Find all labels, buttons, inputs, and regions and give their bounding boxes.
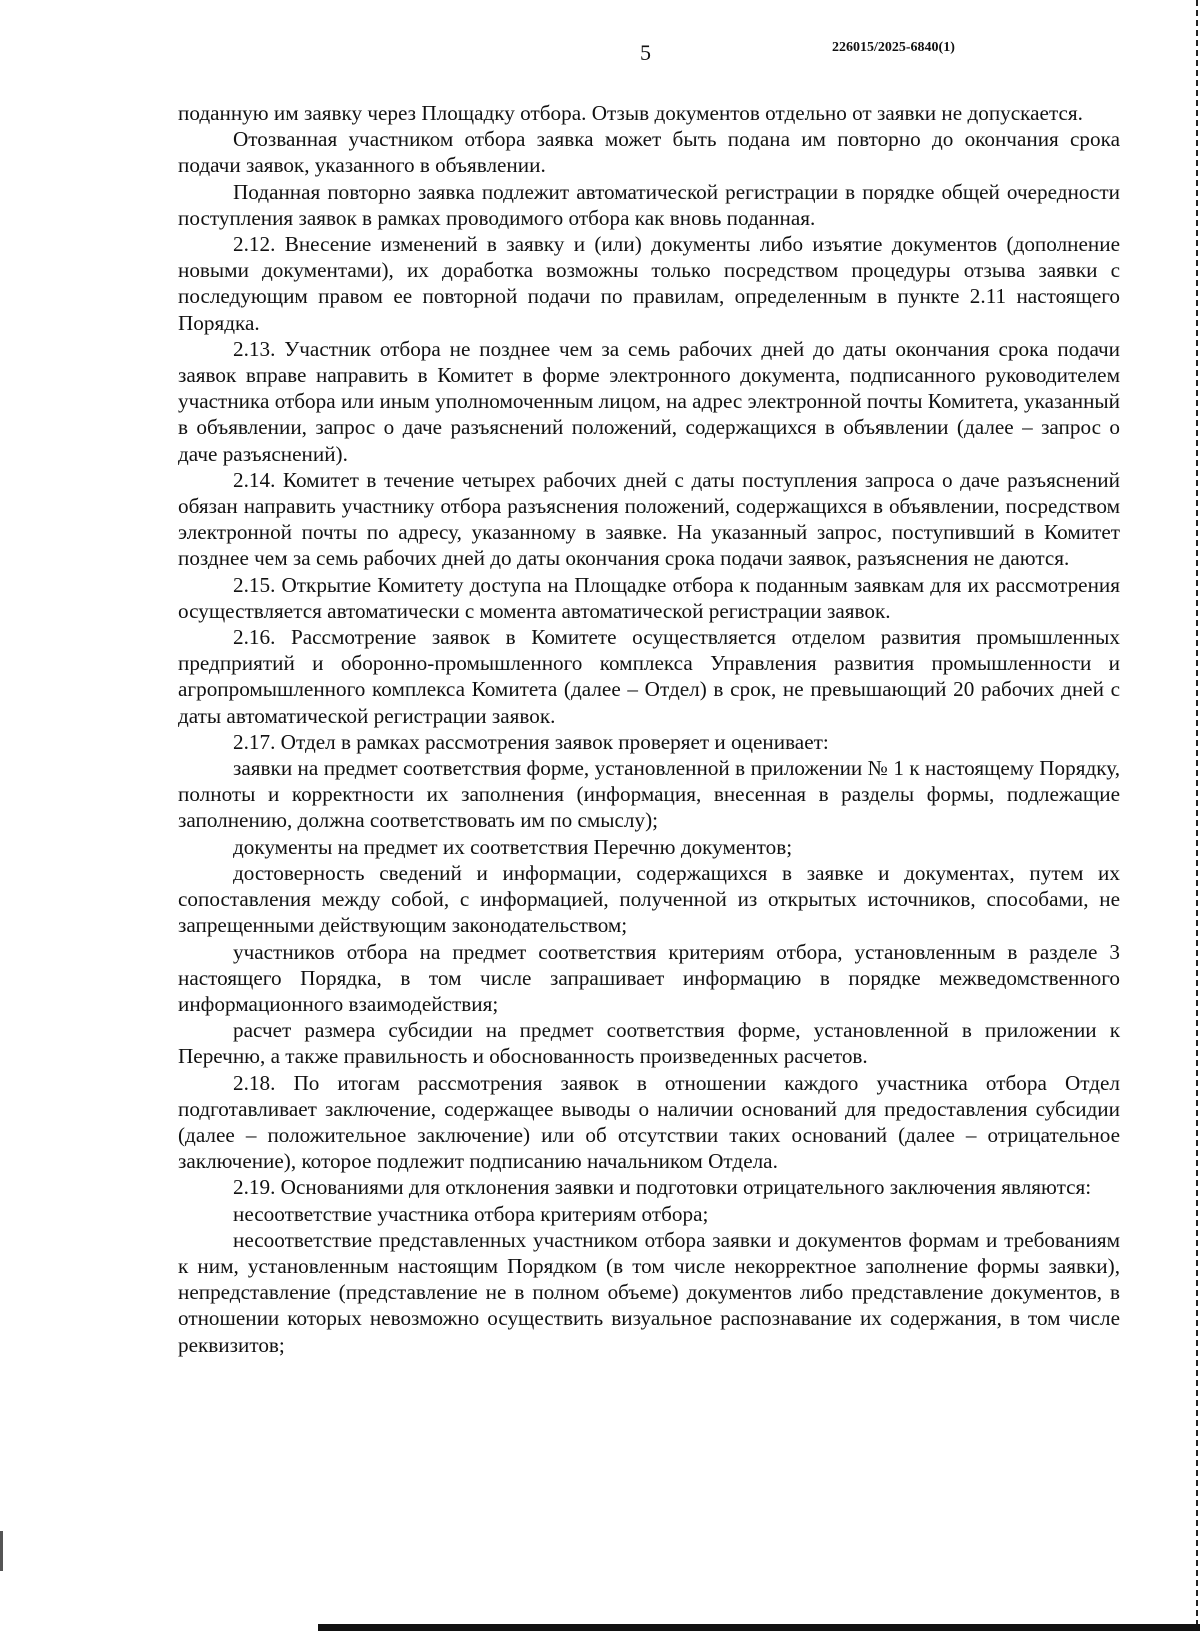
list-item: участников отбора на предмет соответствия критериям отбора, установленным в разделе 3 настоящего Порядка, в том числе запрашивает информацию в порядке межведомственного информационного взаимодействия;: [178, 939, 1120, 1016]
list-item: расчет размера субсидии на предмет соответствия форме, установленной в приложении к Перечню, а также правильность и обоснованность произведенных расчетов.: [178, 1018, 1120, 1069]
paragraph-2-17: 2.17. Отдел в рамках рассмотрения заявок проверяет и оценивает:: [233, 729, 829, 754]
paragraph-2-18: 2.18. По итогам рассмотрения заявок в отношении каждого участника отбора Отдел подготавливает заключение, содержащее выводы о наличии оснований для предоставления субсидии (далее – положительное заключение) или об отсутствии таких оснований (далее – отрицательное заключение), которое подлежит подписанию начальником Отдела.: [178, 1070, 1120, 1174]
paragraph-2-16: 2.16. Рассмотрение заявок в Комитете осуществляется отделом развития промышленных предприятий и оборонно-промышленного комплекса Управления развития промышленности и агропромышленного комплекса Комитета (далее – Отдел) в срок, не превышающий 20 рабочих дней с даты автоматической регистрации заявок.: [178, 625, 1120, 728]
paragraph-2-12: 2.12. Внесение изменений в заявку и (или) документы либо изъятие документов (дополнение новыми документами), их доработка возможны только посредством процедуры отзыва заявки с последующим правом ее повторной подачи по правилам, определенным в пункте 2.11 настоящего Порядка.: [178, 232, 1120, 335]
paragraph-2-19: 2.19. Основаниями для отклонения заявки и подготовки отрицательного заключения являются:: [233, 1175, 1092, 1200]
page-number: 5: [640, 40, 651, 65]
document-id: 226015/2025-6840(1): [832, 40, 955, 55]
paragraph: Отозванная участником отбора заявка может быть подана им повторно до окончания срока подачи заявок, указанного в объявлении.: [178, 127, 1120, 178]
document-body: [178, 100, 1120, 1358]
list-item: документы на предмет их соответствия Перечню документов;: [233, 834, 793, 859]
paragraph-2-14: 2.14. Комитет в течение четырех рабочих дней с даты поступления запроса о даче разъяснений обязан направить участнику отбора разъяснения положений, содержащихся в объявлении, посредством электронной почты по адресу, указанному в заявке. На указанный запрос, поступивший в Комитет позднее чем за семь рабочих дней до даты окончания срока подачи заявок, разъяснения не даются.: [178, 467, 1120, 571]
paragraph-2-15: 2.15. Открытие Комитету доступа на Площадке отбора к поданным заявкам для их рассмотрения осуществляется автоматически с момента автоматической регистрации заявок.: [178, 572, 1120, 623]
list-item: несоответствие представленных участником отбора заявки и документов формам и требованиям к ним, установленным настоящим Порядком (в том числе некорректное заполнение формы заявки), непредставление (представление не в полном объеме) документов либо представление документов, в отношении которых невозможно осуществить визуальное распознавание их содержания, в том числе реквизитов;: [178, 1227, 1120, 1357]
paragraph-continuation: поданную им заявку через Площадку отбора. Отзыв документов отдельно от заявки не допускается.: [178, 101, 1083, 125]
paragraph-2-13: 2.13. Участник отбора не позднее чем за семь рабочих дней до даты окончания срока подачи заявок вправе направить в Комитет в форме электронного документа, подписанного руководителем участника отбора или иным уполномоченным лицом, на адрес электронной почты Комитета, указанный в объявлении, запрос о даче разъяснений положений, содержащихся в объявлении (далее – запрос о даче разъяснений).: [178, 336, 1120, 466]
scan-edge-right: [1196, 0, 1198, 1631]
list-item: несоответствие участника отбора критериям отбора;: [233, 1201, 709, 1226]
scan-edge-mark: [0, 1531, 3, 1571]
list-item: достоверность сведений и информации, содержащихся в заявке и документах, путем их сопоставления между собой, с информацией, полученной из открытых источников, способами, не запрещенными действующим законодательством;: [178, 860, 1120, 938]
scan-edge-bottom: [318, 1624, 1200, 1631]
paragraph: Поданная повторно заявка подлежит автоматической регистрации в порядке общей очередности поступления заявок в рамках проводимого отбора как вновь поданная.: [178, 179, 1120, 230]
list-item: заявки на предмет соответствия форме, установленной в приложении № 1 к настоящему Порядку, полноты и корректности их заполнения (информация, внесенная в разделы формы, подлежащие заполнению, должна соответствовать им по смыслу);: [178, 756, 1120, 833]
